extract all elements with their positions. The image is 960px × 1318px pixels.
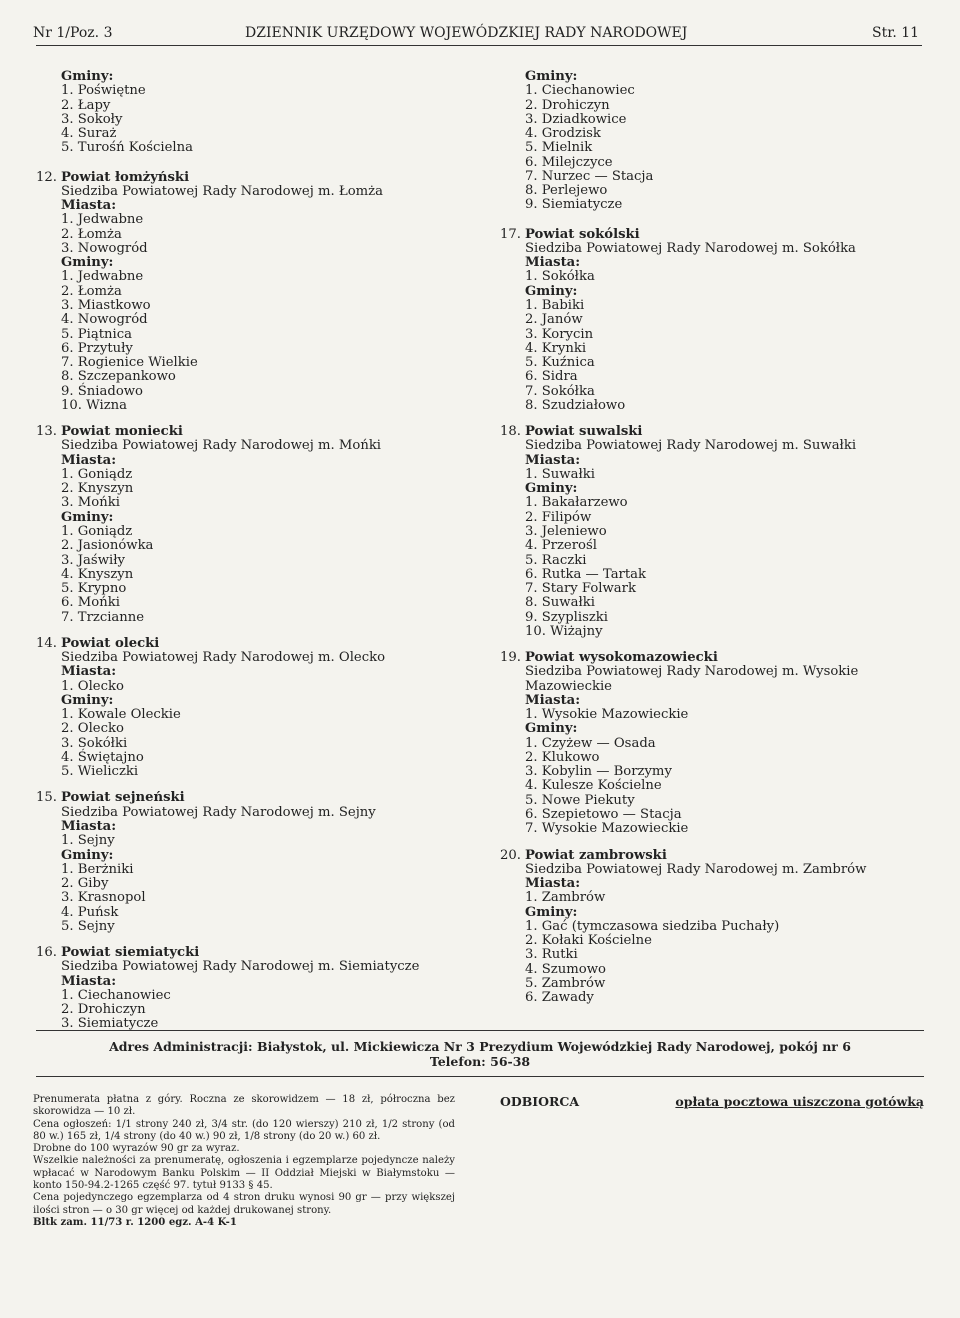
commune-item: 1. Berżniki (61, 861, 134, 877)
commune-item: 1. Gać (tymczasowa siedziba Puchały) (525, 918, 780, 934)
commune-item: 9. Śniadowo (61, 383, 143, 399)
district-number: 12. (36, 169, 57, 185)
commune-item: 10. Wiżajny (525, 623, 603, 639)
commune-item: 1. Jedwabne (61, 269, 144, 285)
commune-item: 2. Jasionówka (61, 538, 154, 554)
journal-title: DZIENNIK URZĘDOWY WOJEWÓDZKIEJ RADY NARODOWEJ (245, 25, 688, 41)
district-number: 17. (500, 226, 521, 242)
district-section (36, 946, 476, 1032)
towns-label: Miasta: (61, 452, 117, 468)
commune-item: 2. Kołaki Kościelne (525, 933, 652, 949)
district-section (36, 637, 476, 780)
council-seat: Siedziba Powiatowej Rady Narodowej m. Sejny (61, 804, 376, 820)
commune-item: 5. Mielnik (525, 140, 593, 156)
commune-item: 5. Sejny (61, 918, 115, 934)
commune-item: 4. Krynki (525, 340, 587, 356)
towns-label: Miasta: (525, 452, 581, 468)
commune-item: 8. Szczepankowo (61, 369, 176, 385)
commune-item: 1. Czyżew — Osada (525, 735, 656, 751)
commune-item: 4. Szumowo (525, 961, 606, 977)
left-column (36, 70, 476, 1044)
commune-item: 3. Miastkowo (61, 297, 151, 313)
district-title: Powiat sokólski (525, 226, 640, 242)
council-seat: Siedziba Powiatowej Rady Narodowej m. Olecko (61, 650, 386, 666)
communes-label: Gminy: (525, 69, 578, 84)
district-section (500, 228, 930, 413)
town-item: 1. Ciechanowiec (61, 987, 171, 1003)
commune-item: 6. Milejczyce (525, 154, 613, 170)
council-seat: Siedziba Powiatowej Rady Narodowej m. Łomża (61, 183, 383, 199)
footer-paragraph: Cena ogłoszeń: 1/1 strony 240 zł, 3/4 str. (do 120 wierszy) 210 zł, 1/2 strony (od 80 w.) 165 zł, 1/4 strony (do 40 w.) 90 zł, 1/8 strony (do 20 w.) 60 zł. (33, 1118, 455, 1142)
footer-paragraph: Prenumerata płatna z góry. Roczna ze skorowidzem — 18 zł, półroczna bez skorowidza — 10 zł. (33, 1094, 455, 1118)
footer-paragraph: Wszelkie należności za prenumeratę, ogłoszenia i egzemplarze pojedyncze należy wpłacać w Narodowym Banku Polskim — II Oddział Miejski w Białymstoku — konto 150-94.2-1265 część 97. tytuł 9133 § 45. (33, 1155, 455, 1192)
town-item: 1. Suwałki (525, 466, 595, 482)
district-section (36, 791, 476, 934)
commune-item: 5. Piątnica (61, 326, 132, 342)
commune-item: 7. Sokółka (525, 383, 595, 399)
commune-item: 3. Sokółki (61, 735, 128, 751)
commune-item: 9. Szypliszki (525, 609, 609, 625)
postage-paid-note: opłata pocztowa uiszczona gotówką (675, 1094, 924, 1109)
district-number: 16. (36, 945, 57, 961)
communes-label: Gminy: (61, 692, 114, 708)
district-title: Powiat zambrowski (525, 847, 667, 863)
town-item: 1. Sejny (61, 833, 115, 849)
administration-address (36, 1030, 924, 1077)
commune-item: 4. Suraż (61, 126, 117, 142)
council-seat: Siedziba Powiatowej Rady Narodowej m. Suwałki (525, 438, 857, 454)
town-item: 1. Zambrów (525, 890, 606, 906)
commune-item: 8. Szudziałowo (525, 397, 626, 413)
council-seat: Siedziba Powiatowej Rady Narodowej m. Sokółka (525, 240, 856, 256)
commune-item: 7. Nurzec — Stacja (525, 168, 654, 184)
town-item: 2. Drohiczyn (61, 1002, 146, 1018)
commune-item: 10. Wizna (61, 397, 128, 413)
district-title: Powiat suwalski (525, 424, 643, 440)
issue-number: Nr 1/Poz. 3 (33, 25, 113, 41)
commune-item: 2. Klukowo (525, 749, 600, 765)
town-item: 1. Wysokie Mazowieckie (525, 707, 689, 723)
communes-label: Gminy: (61, 847, 114, 863)
commune-item: 6. Szepietowo — Stacja (525, 807, 682, 823)
commune-item: 3. Rutki (525, 947, 578, 963)
footer-paragraph: Drobne do 100 wyrazów 90 gr za wyraz. (33, 1143, 240, 1155)
commune-item: 3. Korycin (525, 326, 594, 342)
address-line: Adres Administracji: Białystok, ul. Mickiewicza Nr 3 Prezydium Wojewódzkiej Rady Narodowej, pokój nr 6 (109, 1039, 851, 1054)
right-column (500, 70, 930, 1017)
commune-item: 2. Łapy (61, 97, 111, 113)
commune-item: 5. Krypno (61, 581, 127, 597)
communes-label: Gminy: (525, 904, 578, 920)
commune-item: 4. Knyszyn (61, 566, 134, 582)
print-info: Bltk zam. 11/73 r. 1200 egz. A-4 K-1 (33, 1216, 237, 1228)
page-header (0, 0, 960, 50)
town-item: 2. Łomża (61, 226, 122, 242)
commune-item: 2. Giby (61, 876, 109, 892)
commune-item: 8. Perlejewo (525, 183, 608, 199)
commune-item: 9. Siemiatycze (525, 197, 623, 213)
commune-item: 8. Suwałki (525, 595, 595, 611)
commune-item: 2. Łomża (61, 283, 122, 299)
subscription-info (33, 1094, 455, 1229)
telephone-line: Telefon: 56-38 (429, 1054, 531, 1069)
commune-item: 1. Goniądz (61, 523, 133, 539)
address-rule-bottom (36, 1076, 924, 1077)
commune-item: 7. Rogienice Wielkie (61, 355, 198, 371)
district-number: 18. (500, 424, 521, 440)
commune-item: 6. Zawady (525, 990, 594, 1006)
communes-label: Gminy: (525, 283, 578, 299)
commune-item: 3. Dziadkowice (525, 111, 627, 127)
communes-label: Gminy: (61, 69, 114, 84)
commune-item: 1. Poświętne (61, 83, 146, 99)
district-title: Powiat moniecki (61, 424, 183, 440)
council-seat: Siedziba Powiatowej Rady Narodowej m. Wysokie Mazowieckie (525, 664, 859, 694)
commune-item: 3. Jaświły (61, 552, 125, 568)
district-title: Powiat siemiatycki (61, 945, 200, 961)
commune-item: 4. Nowogród (61, 312, 148, 328)
communes-label: Gminy: (61, 255, 114, 271)
council-seat: Siedziba Powiatowej Rady Narodowej m. Siemiatycze (61, 959, 420, 975)
address-rule-top (36, 1030, 924, 1031)
recipient-label: ODBIORCA (500, 1094, 580, 1109)
district-number: 13. (36, 424, 57, 440)
communes-label: Gminy: (525, 721, 578, 737)
town-item: 3. Siemiatycze (61, 1016, 159, 1032)
town-item: 1. Sokółka (525, 269, 595, 285)
district-title: Powiat wysokomazowiecki (525, 650, 718, 666)
district-section (500, 425, 930, 639)
commune-item: 5. Raczki (525, 552, 587, 568)
commune-item: 3. Krasnopol (61, 890, 146, 906)
town-item: 3. Mońki (61, 495, 120, 511)
town-item: 2. Knyszyn (61, 481, 134, 497)
commune-item: 4. Grodzisk (525, 126, 601, 142)
commune-item: 3. Sokoły (61, 111, 123, 127)
district-section (500, 849, 930, 1006)
district-title: Powiat łomżyński (61, 169, 190, 185)
district-section (36, 171, 476, 414)
district-section (36, 70, 476, 156)
commune-item: 3. Kobylin — Borzymy (525, 764, 672, 780)
commune-item: 5. Turośń Kościelna (61, 140, 193, 156)
commune-item: 4. Przerośl (525, 538, 597, 554)
commune-item: 6. Mońki (61, 595, 120, 611)
district-number: 20. (500, 847, 521, 863)
district-number: 15. (36, 790, 57, 806)
commune-item: 4. Puńsk (61, 904, 119, 920)
towns-label: Miasta: (61, 664, 117, 680)
town-item: 3. Nowogród (61, 240, 148, 256)
towns-label: Miasta: (61, 973, 117, 989)
commune-item: 4. Świętajno (61, 749, 144, 765)
communes-label: Gminy: (61, 509, 114, 525)
header-rule (36, 45, 922, 46)
commune-item: 5. Zambrów (525, 975, 606, 991)
district-section (500, 70, 930, 213)
commune-item: 1. Ciechanowiec (525, 83, 635, 99)
commune-item: 2. Olecko (61, 721, 124, 737)
commune-item: 2. Filipów (525, 509, 592, 525)
commune-item: 7. Stary Folwark (525, 581, 636, 597)
page-number: Str. 11 (872, 25, 920, 41)
commune-item: 7. Wysokie Mazowieckie (525, 821, 689, 837)
town-item: 1. Goniądz (61, 466, 133, 482)
towns-label: Miasta: (525, 255, 581, 271)
district-section (36, 425, 476, 625)
towns-label: Miasta: (61, 198, 117, 214)
footer-paragraph: Cena pojedynczego egzemplarza od 4 stron druku wynosi 90 gr — przy większej ilości stron — o 30 gr więcej od każdej drukowanej strony. (33, 1192, 455, 1216)
council-seat: Siedziba Powiatowej Rady Narodowej m. Zambrów (525, 861, 867, 877)
district-title: Powiat sejneński (61, 790, 185, 806)
commune-item: 2. Janów (525, 312, 583, 328)
communes-label: Gminy: (525, 481, 578, 497)
district-number: 19. (500, 650, 521, 666)
town-item: 1. Olecko (61, 678, 124, 694)
towns-label: Miasta: (61, 819, 117, 835)
district-title: Powiat olecki (61, 635, 160, 651)
commune-item: 6. Sidra (525, 369, 578, 385)
council-seat: Siedziba Powiatowej Rady Narodowej m. Mońki (61, 438, 382, 454)
commune-item: 7. Trzcianne (61, 609, 145, 625)
commune-item: 1. Bakałarzewo (525, 495, 628, 511)
district-section (500, 651, 930, 836)
town-item: 1. Jedwabne (61, 212, 144, 228)
commune-item: 5. Wieliczki (61, 764, 139, 780)
district-number: 14. (36, 635, 57, 651)
commune-item: 6. Przytuły (61, 340, 133, 356)
towns-label: Miasta: (525, 692, 581, 708)
commune-item: 1. Babiki (525, 297, 585, 313)
commune-item: 5. Kuźnica (525, 355, 595, 371)
towns-label: Miasta: (525, 876, 581, 892)
commune-item: 4. Kulesze Kościelne (525, 778, 662, 794)
commune-item: 2. Drohiczyn (525, 97, 610, 113)
commune-item: 5. Nowe Piekuty (525, 792, 635, 808)
commune-item: 1. Kowale Oleckie (61, 707, 181, 723)
commune-item: 3. Jeleniewo (525, 523, 607, 539)
commune-item: 6. Rutka — Tartak (525, 566, 647, 582)
